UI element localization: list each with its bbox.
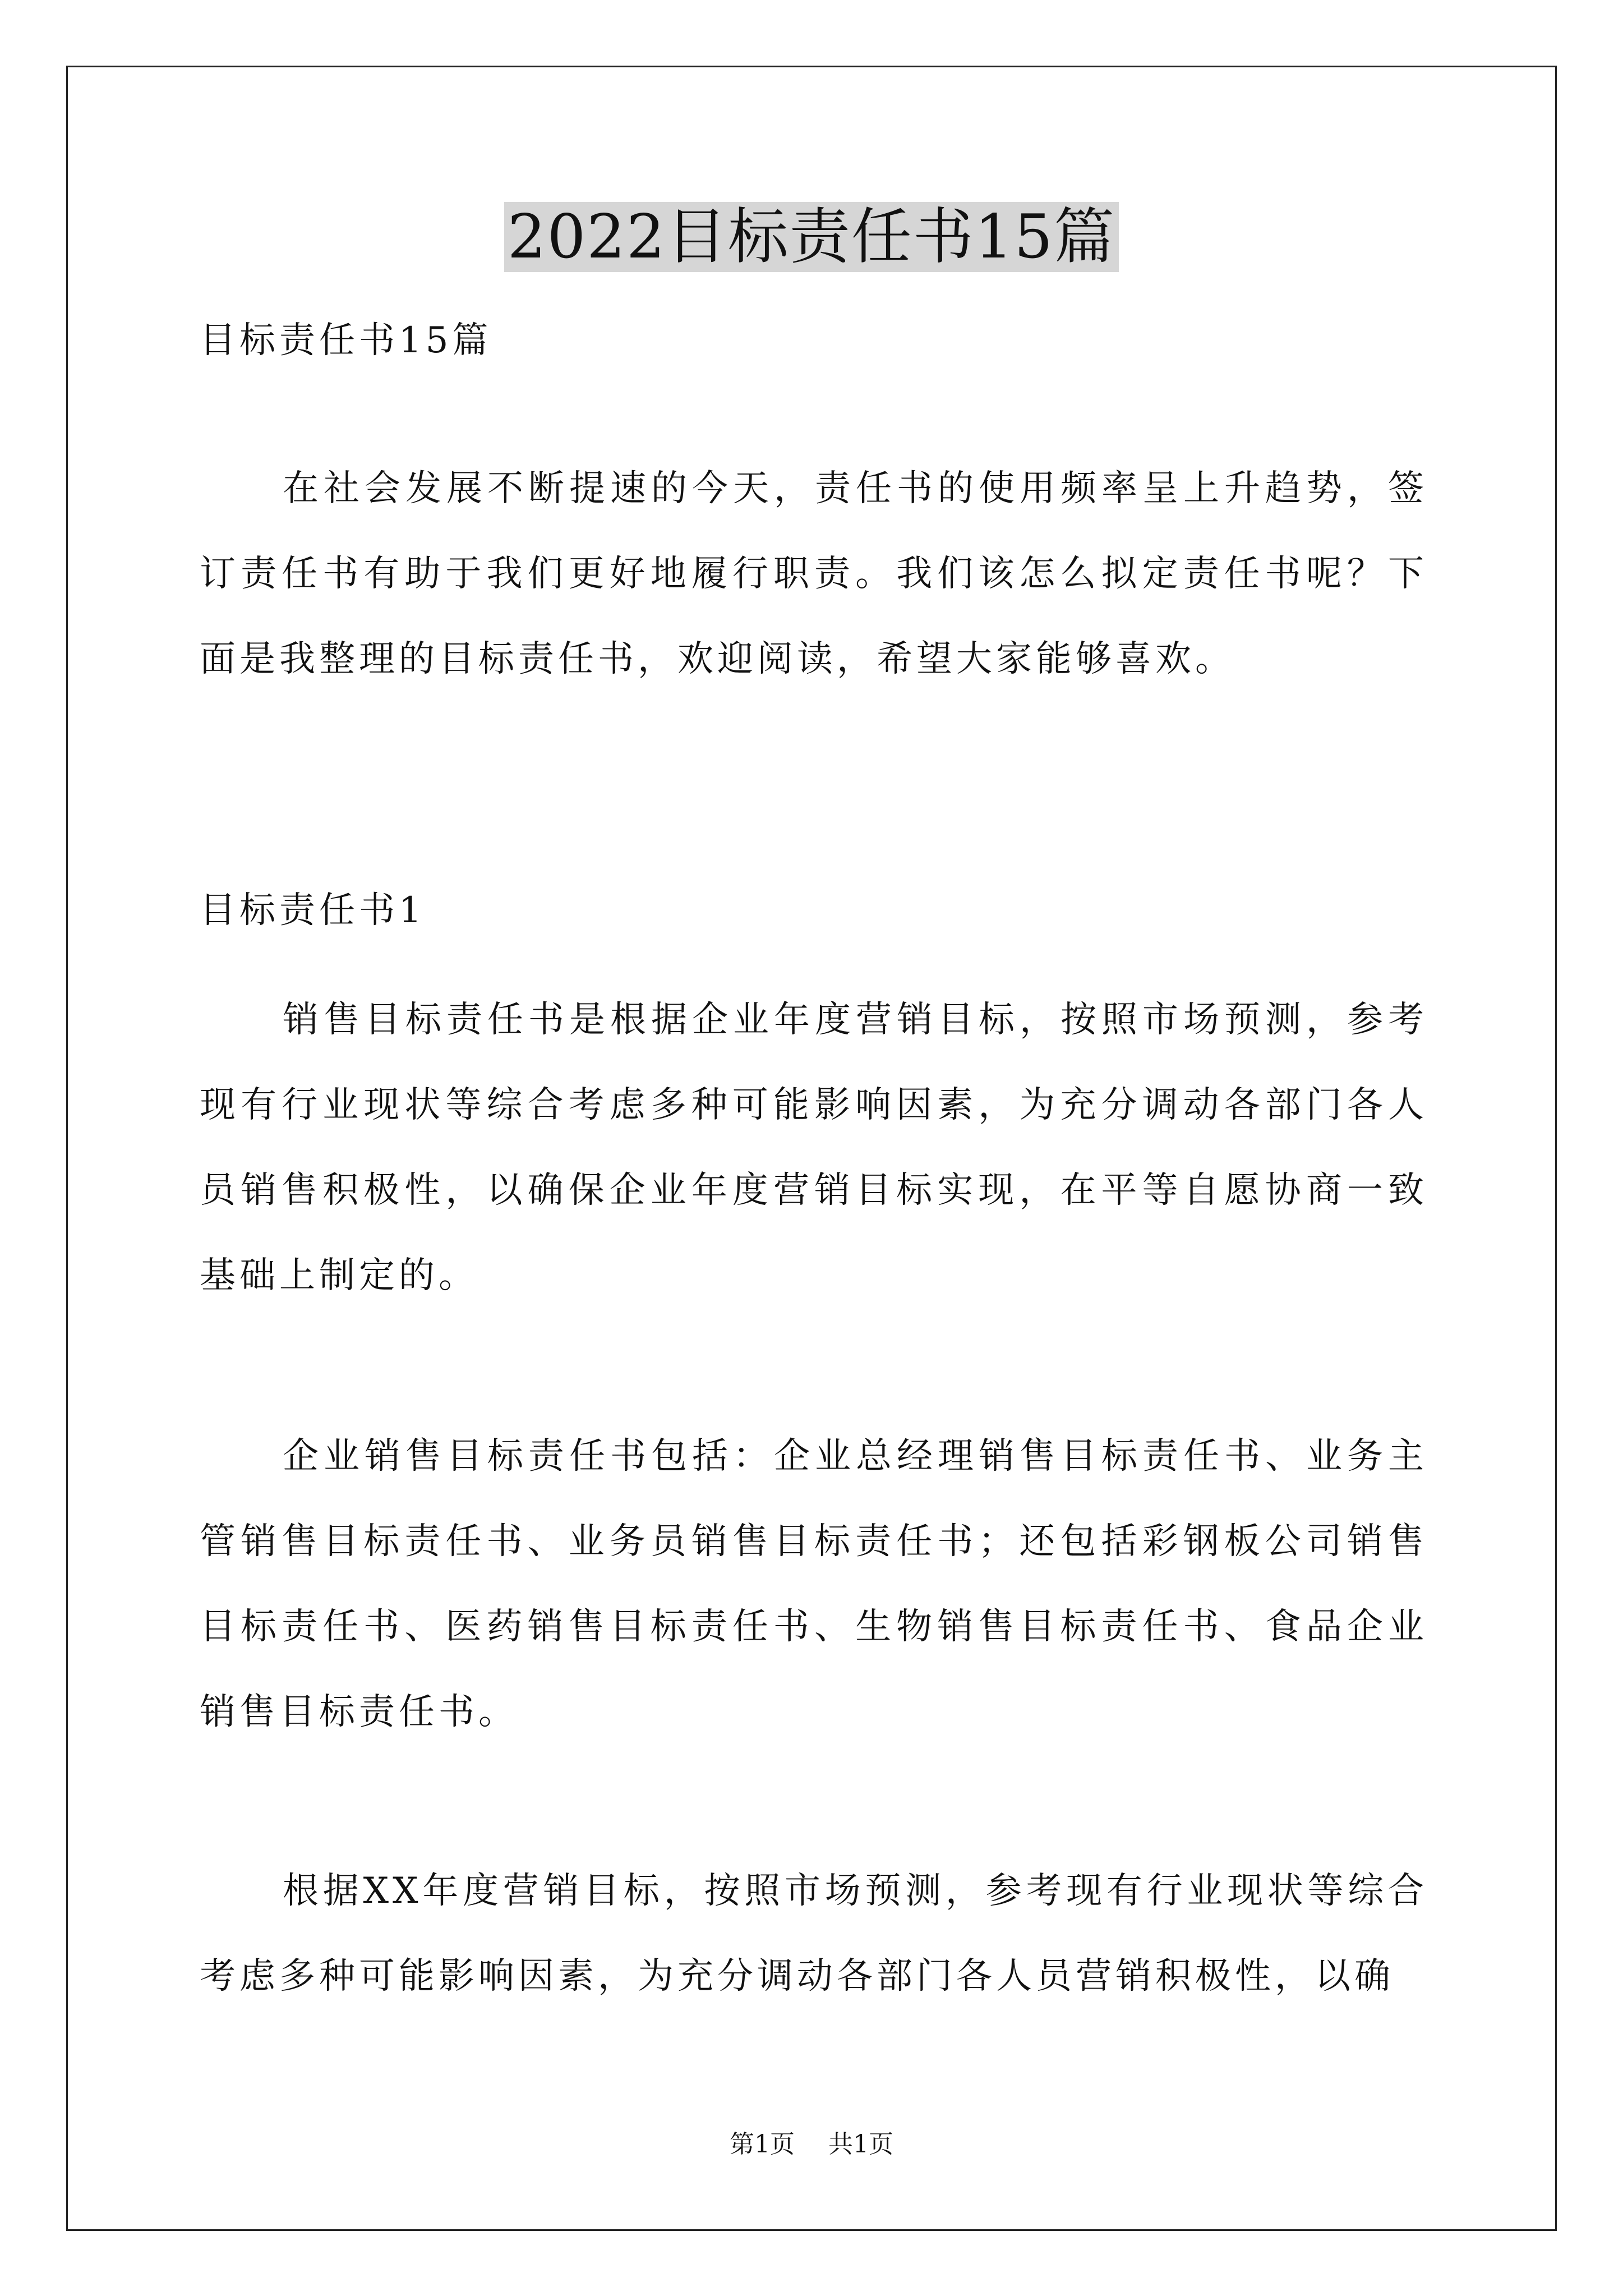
section-heading: 目标责任书1 [200, 890, 426, 931]
intro-paragraph: 在社会发展不断提速的今天，责任书的使用频率呈上升趋势，签订责任书有助于我们更好地履行职责。我们该怎么拟定责任书呢？下面是我整理的目标责任书，欢迎阅读，希望大家能够喜欢。 [200, 468, 1428, 680]
section-paragraph-3: 根据XX年度营销目标，按照市场预测，参考现有行业现状等综合考虑多种可能影响因素，为充分调动各部门各人员营销积极性，以确 [200, 1870, 1428, 1997]
document-title-text: 2022目标责任书15篇 [504, 202, 1119, 272]
section-paragraph-1: 销售目标责任书是根据企业年度营销目标，按照市场预测，参考现有行业现状等综合考虑多种可能影响因素，为充分调动各部门各人员销售积极性，以确保企业年度营销目标实现，在平等自愿协商一致基础上制定的。 [200, 999, 1428, 1296]
page-number-current: 第1页 [730, 2130, 795, 2159]
document-title [0, 195, 1623, 279]
page-number-total: 共1页 [828, 2130, 893, 2159]
page-footer [0, 2128, 1623, 2161]
document-subtitle: 目标责任书15篇 [200, 320, 492, 361]
section-paragraph-2: 企业销售目标责任书包括：企业总经理销售目标责任书、业务主管销售目标责任书、业务员销售目标责任书；还包括彩钢板公司销售目标责任书、医药销售目标责任书、生物销售目标责任书、食品企业销售目标责任书。 [200, 1435, 1428, 1733]
